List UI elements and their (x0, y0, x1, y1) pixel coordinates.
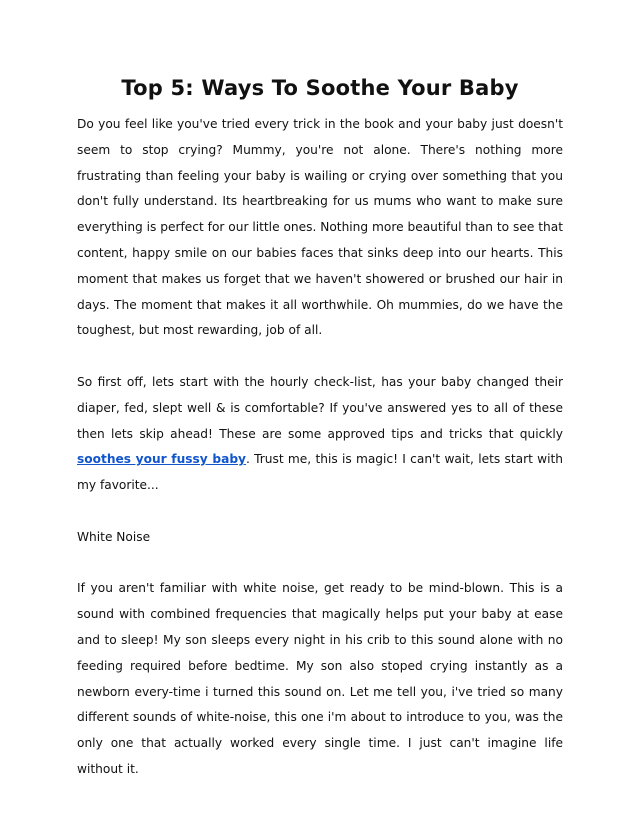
paragraph-spacer (77, 551, 563, 577)
section-heading-white-noise: White Noise (77, 529, 151, 544)
checklist-text-end: . Trust me, this is magic! I can't wait, lets start with my favorite... (77, 452, 563, 493)
paragraph-spacer (77, 499, 563, 525)
intro-paragraph: Do you feel like you've tried every trick in the book and your baby just doesn't seem to stop crying? Mummy, you're not alone. There's nothing more frustrating than feeling your baby is wailing or crying over something that you don't fully understand. Its heartbreaking for us mums who want to make sure everything is perfect for our little ones. Nothing more beautiful than to see that content, happy smile on our babies faces that sinks deep into our hearts. This moment that makes us forget that we haven't showered or brushed our hair in days. The moment that makes it all worthwhile. Oh mummies, do we have the toughest, but most rewarding, job of all. (77, 117, 563, 338)
checklist-text-start: So first off, lets start with the hourly check-list, has your baby changed their diaper, fed, slept well & is comfortable? If you've answered yes to all of these then lets skip ahead! These are some approved tips and tricks that quickly (77, 374, 563, 441)
checklist-paragraph (77, 370, 563, 499)
document-page (77, 74, 563, 783)
soothes-fussy-baby-link[interactable]: soothes your fussy baby (77, 452, 246, 467)
paragraph-spacer (77, 344, 563, 370)
white-noise-paragraph: If you aren't familiar with white noise, get ready to be mind-blown. This is a sound with combined frequencies that magically helps put your baby at ease and to sleep! My son sleeps every night in his crib to this sound alone with no feeding required before bedtime. My son also stoped crying instantly as a newborn every-time i turned this sound on. Let me tell you, i've tried so many different sounds of white-noise, this one i'm about to introduce to you, was the only one that actually worked every single time. I just can't imagine life without it. (77, 581, 563, 776)
document-title: Top 5: Ways To Soothe Your Baby (121, 76, 519, 100)
